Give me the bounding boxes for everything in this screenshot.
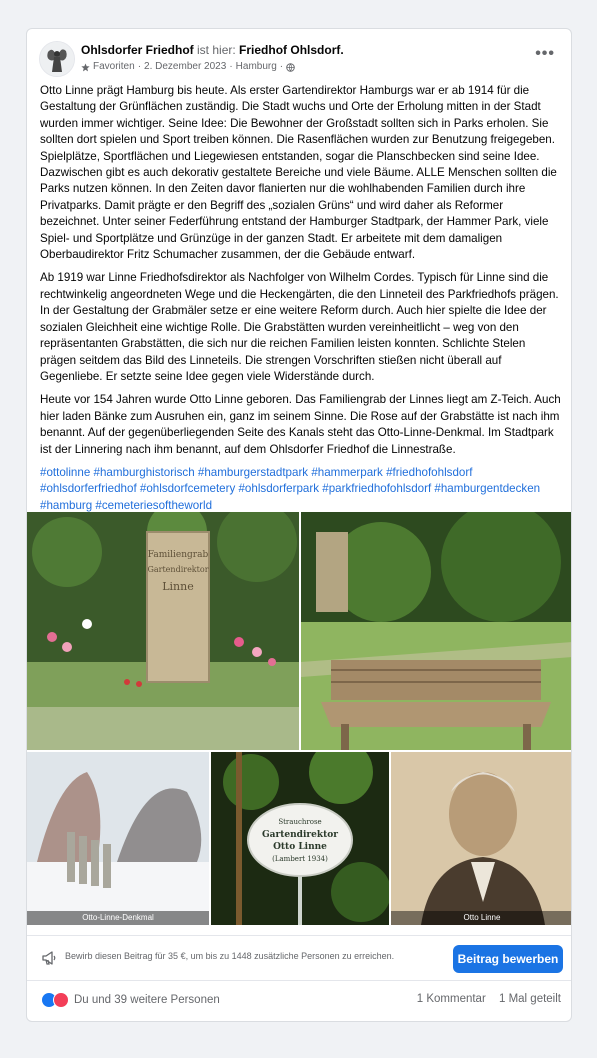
memorial-image	[27, 752, 209, 925]
boost-bar	[27, 935, 572, 981]
comments-count[interactable]: 1 Kommentar	[416, 993, 486, 1005]
post-stats	[417, 993, 561, 1005]
boost-text: Bewirb diesen Beitrag für 35 €, um bis zu 1448 zusätzliche Personen zu erreichen.	[65, 951, 395, 961]
memorial-caption: Otto-Linne-Denkmal	[27, 911, 209, 925]
hashtags[interactable]: #ottolinne #hamburghistorisch #hamburgerstadtpark #hammerpark #friedhofohlsdorf #ohlsdorferfriedhof #ohlsdorfcemetery #ohlsdorferpark #parkfriedhofohlsdorf #hamburgentdecken #hamburg #cemeteriesoftheworld	[40, 465, 541, 512]
more-options-button[interactable]: •••	[535, 45, 555, 62]
photo-bench[interactable]	[301, 512, 572, 750]
bench-image	[301, 512, 572, 750]
globe-icon	[286, 63, 295, 72]
author-line	[81, 42, 344, 58]
grave-stone-image	[27, 512, 299, 750]
post-header	[39, 41, 559, 81]
photo-portrait[interactable]	[391, 752, 572, 925]
meta-separator: ·	[229, 61, 233, 72]
author-connector: ist hier:	[197, 43, 236, 57]
location-link[interactable]: Friedhof Ohlsdorf.	[239, 43, 344, 57]
sign-line: Otto Linne	[273, 842, 327, 852]
inscription-line: Gartendirektor	[147, 565, 209, 574]
post-footer	[27, 985, 572, 1013]
post-paragraph: Ab 1919 war Linne Friedhofsdirektor als Nachfolger von Wilhelm Cordes. Typisch für Linne sind die rechtwinkelig angeordneten Wege und die Heckengärten, die den Linneteil des Parkfriedhofs prägen. In der Gestaltung der Grabmäler setze er eine weitere Reform durch. Auch hier spielte die Idee der sozialen Gleichheit eine wichtige Rolle. Die Grabstätten wurden vereinheitlicht – weg von den repräsentanten Grabstätten, die sich nur die reichen Familien leisten konnten. Schlichte Stelen prägen seitdem das Bild des Linneteils. Die strengen Vorschriften stießen nicht überall auf Gegenliebe. Er setzte seine Idee gegen viele Widerstände durch.	[40, 271, 559, 383]
sign-line: Strauchrose	[278, 818, 322, 826]
inscription-line: Linne	[162, 580, 194, 593]
portrait-image	[391, 752, 572, 925]
photo-grid	[27, 512, 572, 925]
page-avatar[interactable]	[39, 41, 75, 77]
photo-grave-stone[interactable]	[27, 512, 299, 750]
portrait-caption: Otto Linne	[391, 911, 572, 925]
inscription-line: Familiengrab	[147, 550, 209, 560]
angel-logo-icon	[40, 42, 74, 76]
post-paragraph: Otto Linne prägt Hamburg bis heute. Als erster Gartendirektor Hamburgs war er ab 1914 für die Gestaltung der Grünflächen zuständig. Die Stadt wuchs und Orte der Erholung mitten in der Stadt wurden immer wichtiger. Seine Idee: Die Bewohner der Großstadt sollten sich in Parks erholen. Sie sollten dort spielen und Sport treiben können. Die Rasenflächen wurden zur Benutzung freigegeben. Spielplätze, Sportflächen und Liegewiesen entstanden, sogar die Planschbecken sind seine Idee. Dazwischen gibt es auch dekorativ gestaltete Bereiche und viele Bäume. ALLE Menschen sollten die Parks nutzen können. In den Zeiten davor flanierten nur die wohlhabenden Familien durch ihre Privatparks. Damit prägte er den Begriff des „sozialen Grüns“ und wird daher als Reformer bezeichnet. Unter seiner Federführung entstand der Hamburger Stadtpark, der Hammer Park, viele Spiel- und Sportplätze und Grünzüge in der ganzen Stadt. Er arbeitete mit dem damaligen Oberbaudirektor Fritz Schumacher zusammen, der die Gebäude entwarf.	[40, 84, 557, 262]
sign-line: (Lambert 1934)	[272, 855, 328, 863]
sign-line: Gartendirektor	[261, 830, 339, 840]
shares-count[interactable]: 1 Mal geteilt	[498, 993, 561, 1005]
post-date[interactable]: 2. Dezember 2023	[144, 61, 227, 72]
post-place[interactable]: Hamburg	[235, 61, 277, 72]
megaphone-icon	[41, 950, 57, 966]
reactions-text[interactable]: Du und 39 weitere Personen	[74, 994, 220, 1006]
post-paragraph: Heute vor 154 Jahren wurde Otto Linne geboren. Das Familiengrab der Linnes liegt am Z-Teich. Auch hier laden Bänke zum Ausruhen ein, ganz im seinem Sinne. Die Rose auf der Grabstätte ist nach ihm benannt. Auf der gegenüberliegenden Seite des Kanals steht das Otto-Linne-Denkmal. Im Stadtpark ist der Linnering nach ihm benannt, auf dem Ohlsdorfer Friedhof die Linnestraße.	[40, 393, 561, 456]
author-name[interactable]: Ohlsdorfer Friedhof	[81, 43, 194, 57]
photo-rose-sign[interactable]	[211, 752, 389, 925]
love-reaction-icon	[53, 992, 69, 1008]
meta-separator: ·	[137, 61, 142, 72]
post-card	[26, 28, 572, 1022]
post-meta	[81, 60, 295, 74]
reaction-summary[interactable]	[41, 992, 220, 1008]
photo-memorial[interactable]	[27, 752, 209, 925]
meta-separator: ·	[279, 61, 284, 72]
boost-post-button[interactable]: Beitrag bewerben	[453, 945, 563, 973]
favorites-badge[interactable]: Favoriten	[93, 61, 135, 72]
rose-sign-image	[211, 752, 389, 925]
post-text	[40, 83, 562, 521]
star-icon	[81, 63, 90, 72]
